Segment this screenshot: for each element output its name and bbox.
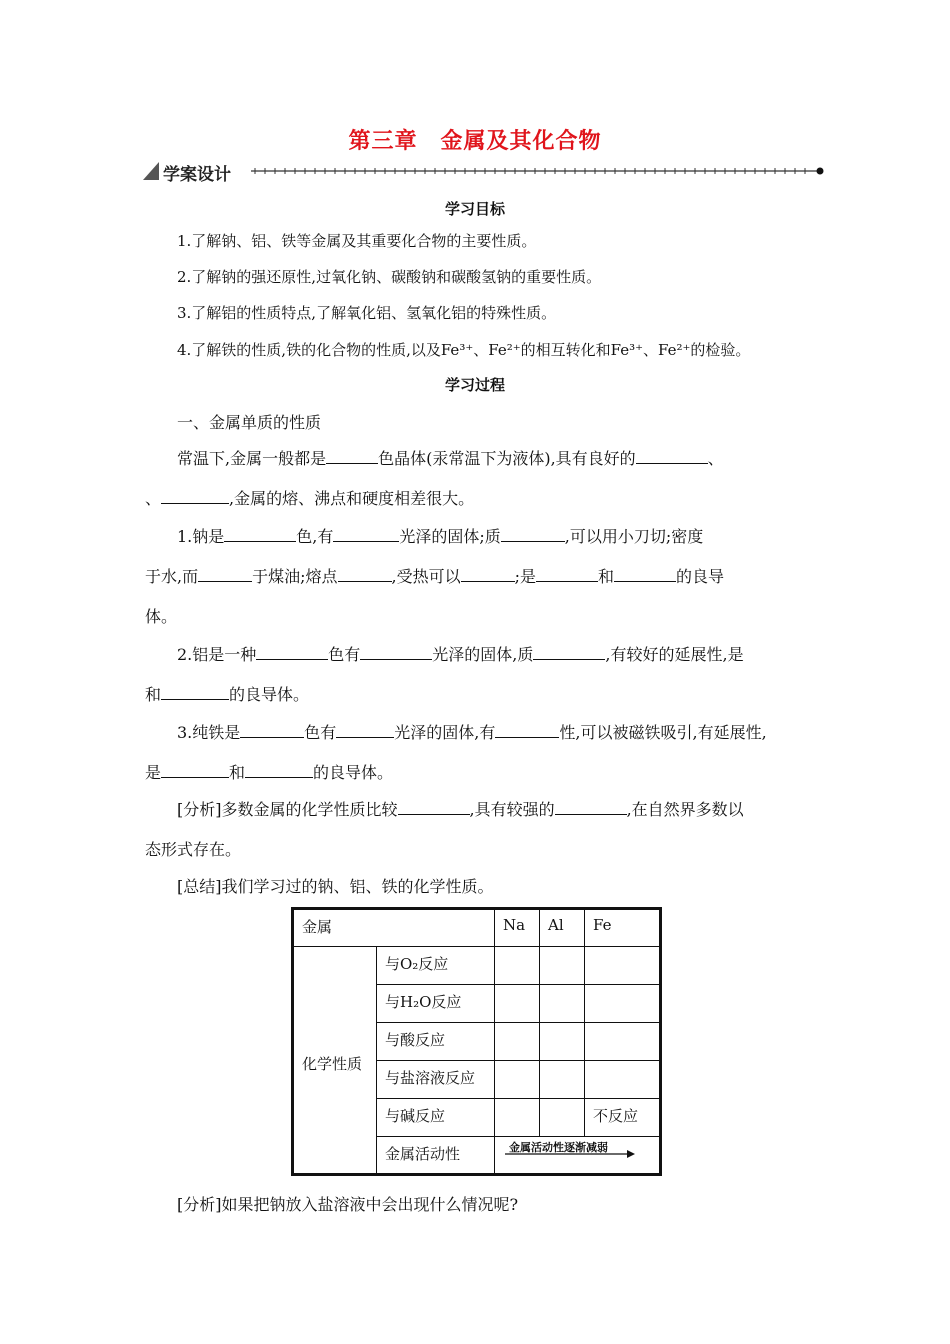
table-cell: [585, 947, 661, 985]
table-cell: [540, 1099, 585, 1137]
sodium-line-3: 体。: [145, 607, 178, 626]
table-cell: [585, 985, 661, 1023]
analysis-line-2: 态形式存在。: [145, 840, 242, 859]
sodium-line-2: 于水,而 于煤油;熔点 ,受热可以 ;是 和 的良导: [145, 567, 725, 586]
activity-arrow-label: 金属活动性逐渐减弱: [509, 1141, 608, 1154]
section-banner: [143, 158, 825, 184]
banner-label: 学案设计: [163, 165, 231, 185]
table-row-label: 与碱反应: [377, 1099, 495, 1137]
table-row-label: 与盐溶液反应: [377, 1061, 495, 1099]
goal-item: 4.了解铁的性质,铁的化合物的性质,以及Fe³⁺、Fe²⁺的相互转化和Fe³⁺、Fe²⁺的检验。: [177, 341, 751, 359]
goal-item: 2.了解钠的强还原性,过氧化钠、碳酸钠和碳酸氢钠的重要性质。: [177, 268, 602, 286]
goals-heading: 学习目标: [444, 200, 505, 218]
table-header-row: [293, 909, 661, 947]
table-cell: [540, 947, 585, 985]
table-cell: [495, 1023, 540, 1061]
iron-line-2: 是 和 的良导体。: [145, 763, 394, 782]
table-header-cell: 金属: [293, 909, 495, 947]
table-cell: [495, 985, 540, 1023]
process-heading: 学习过程: [444, 376, 505, 394]
table-cell: [495, 947, 540, 985]
page-title: 第三章 金属及其化合物: [348, 129, 602, 154]
table-cell: [540, 1061, 585, 1099]
table-cell: [495, 1099, 540, 1137]
aluminum-line-2: 和 的良导体。: [145, 685, 310, 704]
goal-item: 3.了解铝的性质特点,了解氧化铝、氢氧化铝的特殊性质。: [177, 304, 557, 322]
section-heading: 一、金属单质的性质: [177, 413, 322, 432]
paragraph-metal-properties-cont: 、 ,金属的熔、沸点和硬度相差很大。: [145, 489, 475, 508]
chemical-properties-table: [291, 907, 662, 1176]
table-row: [293, 947, 661, 985]
summary-line: [总结]我们学习过的钠、铝、铁的化学性质。: [177, 877, 494, 896]
table-header-cell: Al: [540, 909, 585, 947]
paragraph-metal-properties: 常温下,金属一般都是 色晶体(汞常温下为液体),具有良好的 、: [177, 449, 724, 468]
table-header-cell: Fe: [585, 909, 661, 947]
table-row-label: 与酸反应: [377, 1023, 495, 1061]
table-header-cell: Na: [495, 909, 540, 947]
analysis-question: [分析]如果把钠放入盐溶液中会出现什么情况呢?: [177, 1195, 519, 1214]
activity-arrow-cell: [495, 1137, 661, 1175]
table-cell: [585, 1061, 661, 1099]
banner-decoration: [143, 158, 825, 184]
analysis-line-1: [分析]多数金属的化学性质比较 ,具有较强的 ,在自然界多数以: [177, 800, 744, 819]
table-group-label: 化学性质: [293, 947, 377, 1175]
table-cell: [540, 1023, 585, 1061]
iron-line-1: 3.纯铁是 色有 光泽的固体,有 性,可以被磁铁吸引,有延展性,: [177, 723, 767, 742]
aluminum-line-1: 2.铝是一种 色有 光泽的固体,质 ,有较好的延展性,是: [177, 645, 744, 664]
table-cell: [495, 1061, 540, 1099]
goal-item: 1.了解钠、铝、铁等金属及其重要化合物的主要性质。: [177, 232, 537, 250]
table-row-label: 与O₂反应: [377, 947, 495, 985]
table-cell: [585, 1023, 661, 1061]
table-cell: [540, 985, 585, 1023]
right-arrow-icon: [499, 1137, 659, 1175]
table-row-label: 金属活动性: [377, 1137, 495, 1175]
table-cell: 不反应: [585, 1099, 661, 1137]
table-row-label: 与H₂O反应: [377, 985, 495, 1023]
sodium-line-1: 1.钠是 色,有 光泽的固体;质 ,可以用小刀切;密度: [177, 527, 704, 546]
